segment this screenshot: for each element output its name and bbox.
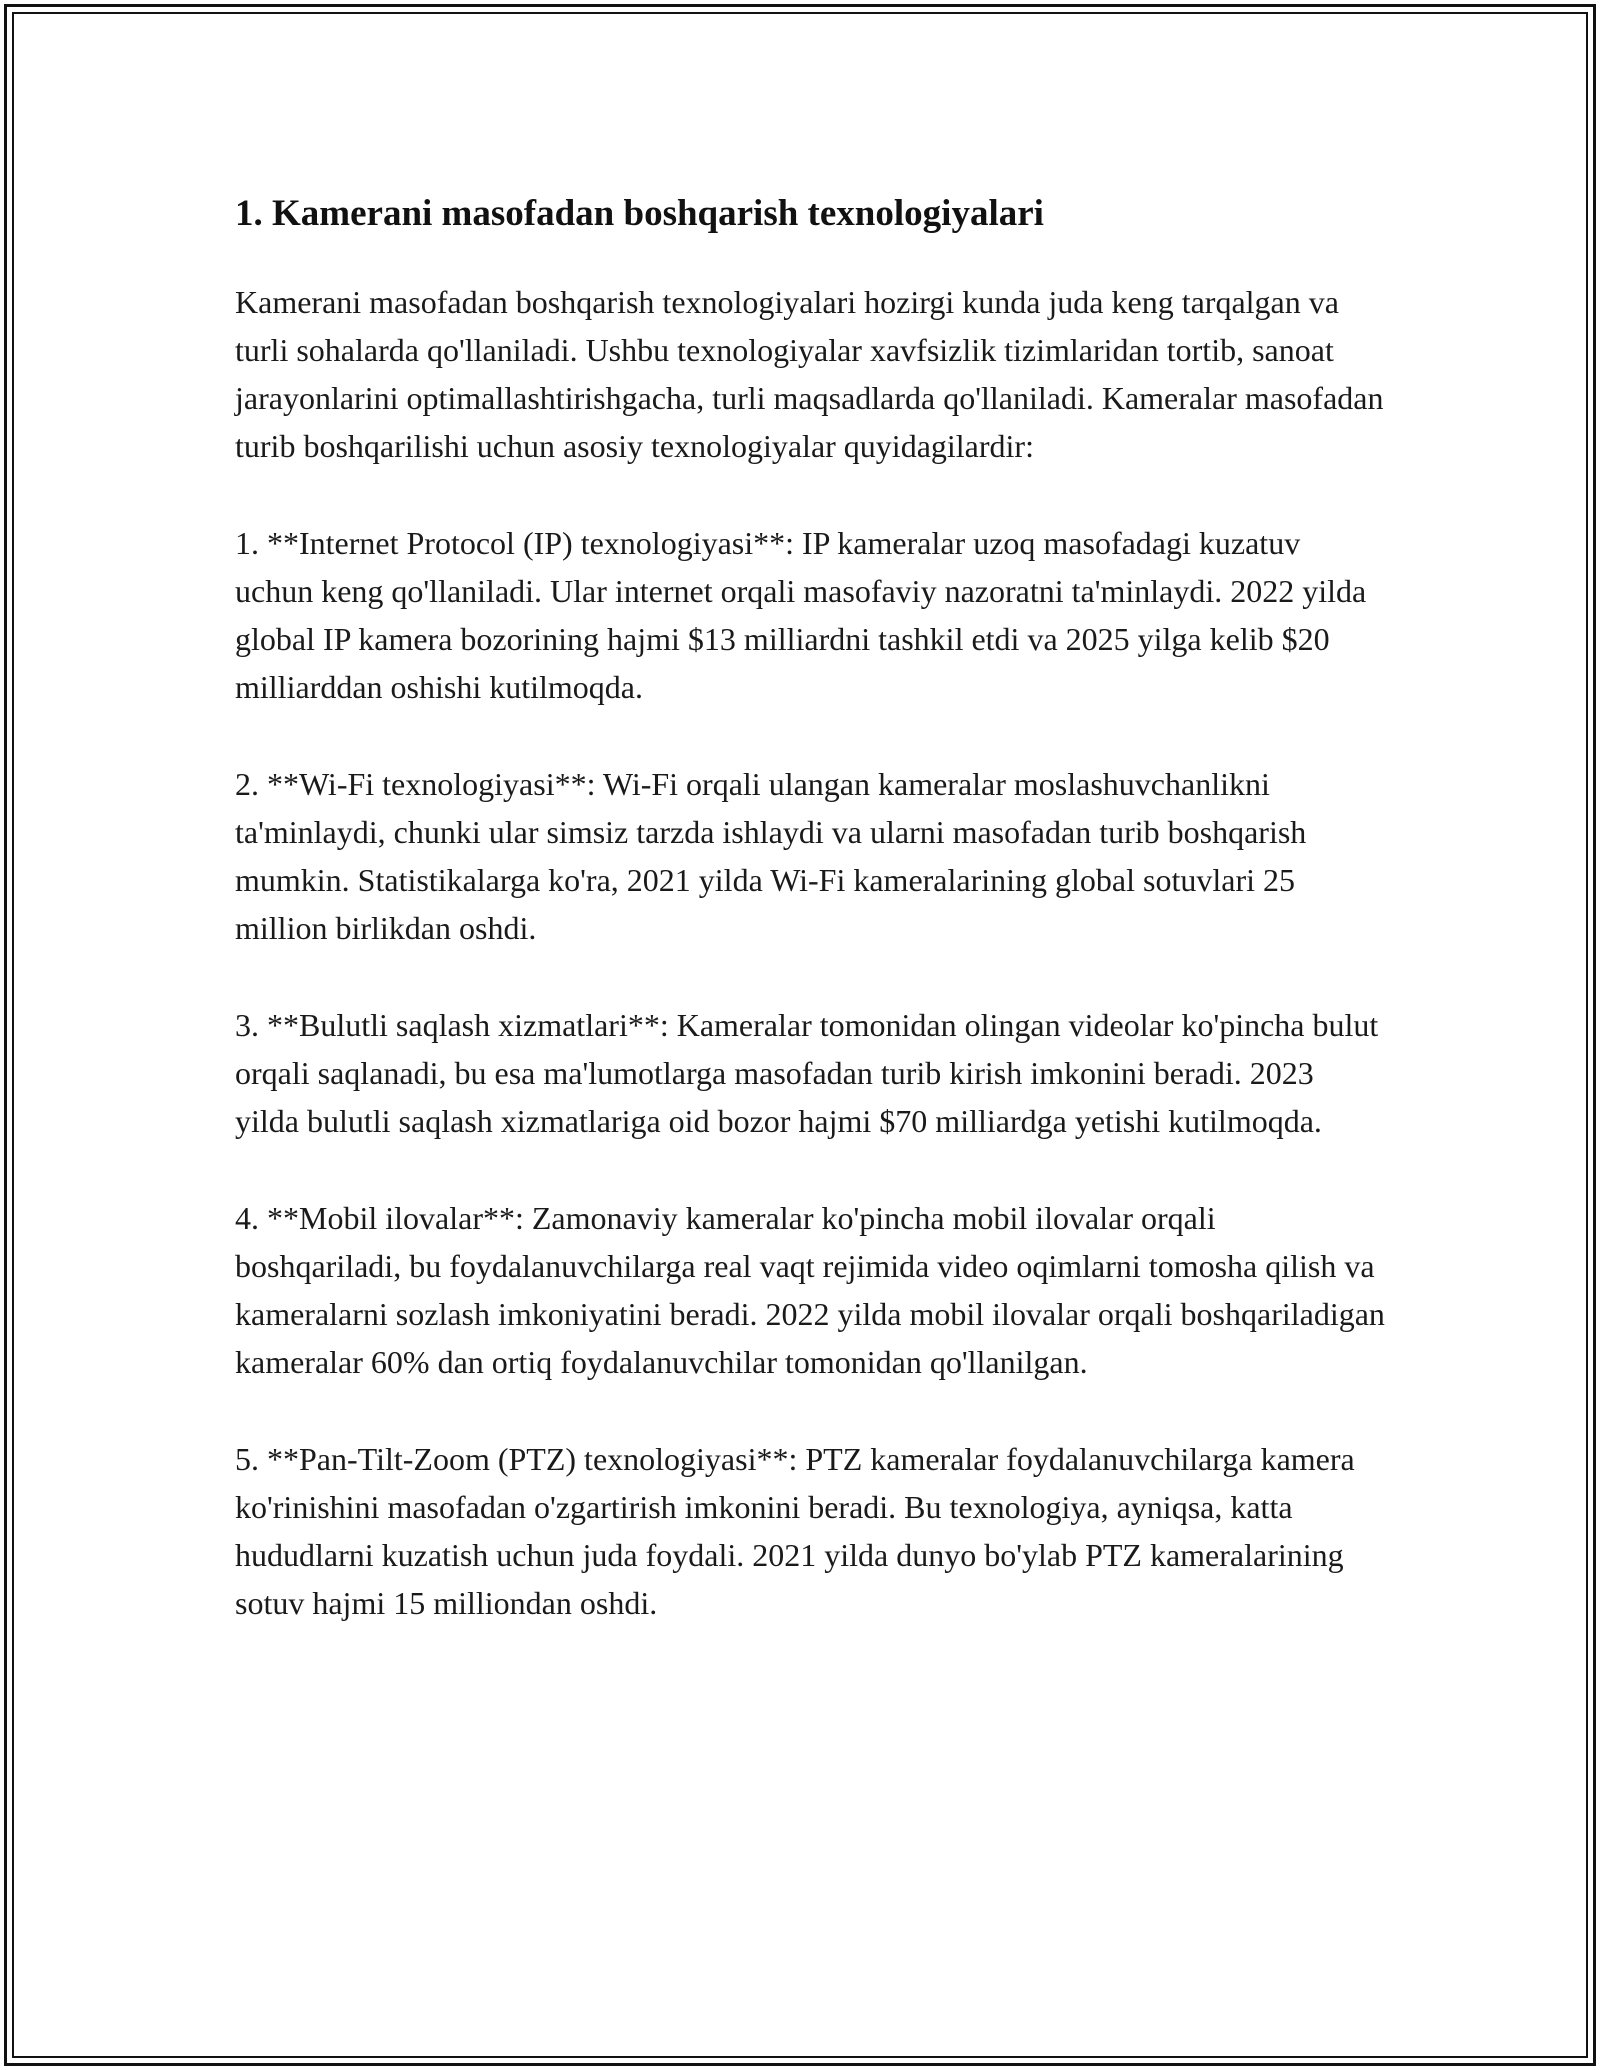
intro-paragraph: Kamerani masofadan boshqarish texnologiyalari hozirgi kunda juda keng tarqalgan va turli sohalarda qo'llaniladi. Ushbu texnologiyalar xavfsizlik tizimlaridan tortib, sanoat jarayonlarini optimallashtirishgacha, turli maqsadlarda qo'llaniladi. Kameralar masofadan turib boshqarilishi uchun asosiy texnologiyalar quyidagilardir: <box>235 284 1384 464</box>
list-item-wifi: 2. **Wi-Fi texnologiyasi**: Wi-Fi orqali ulangan kameralar moslashuvchanlikni ta'minlaydi, chunki ular simsiz tarzda ishlaydi va ularni masofadan turib boshqarish mumkin. Statistikalarga ko'ra, 2021 yilda Wi-Fi kameralarining global sotuvlari 25 million birlikdan oshdi. <box>235 766 1307 946</box>
list-item-ip: 1. **Internet Protocol (IP) texnologiyasi**: IP kameralar uzoq masofadagi kuzatuv uchun keng qo'llaniladi. Ular internet orqali masofaviy nazoratni ta'minlaydi. 2022 yilda global IP kamera bozorining hajmi $13 milliardni tashkil etdi va 2025 yilga kelib $20 milliarddan oshishi kutilmoqda. <box>235 525 1367 705</box>
list-item-ptz: 5. **Pan-Tilt-Zoom (PTZ) texnologiyasi**: PTZ kameralar foydalanuvchilarga kamera ko'rinishini masofadan o'zgartirish imkonini beradi. Bu texnologiya, ayniqsa, katta hududlarni kuzatish uchun juda foydali. 2021 yilda dunyo bo'ylab PTZ kameralarining sotuv hajmi 15 milliondan oshdi. <box>235 1441 1355 1621</box>
list-item-mobile: 4. **Mobil ilovalar**: Zamonaviy kameralar ko'pincha mobil ilovalar orqali boshqariladi, bu foydalanuvchilarga real vaqt rejimida video oqimlarni tomosha qilish va kameralarni sozlash imkoniyatini beradi. 2022 yilda mobil ilovalar orqali boshqariladigan kameralar 60% dan ortiq foydalanuvchilar tomonidan qo'llanilgan. <box>235 1200 1385 1380</box>
list-item-cloud: 3. **Bulutli saqlash xizmatlari**: Kameralar tomonidan olingan videolar ko'pincha bulut orqali saqlanadi, bu esa ma'lumotlarga masofadan turib kirish imkonini beradi. 2023 yilda bulutli saqlash xizmatlariga oid bozor hajmi $70 milliardga yetishi kutilmoqda. <box>235 1007 1379 1139</box>
document-content <box>235 188 1385 1627</box>
section-title: 1. Kamerani masofadan boshqarish texnologiyalari <box>235 193 1044 234</box>
